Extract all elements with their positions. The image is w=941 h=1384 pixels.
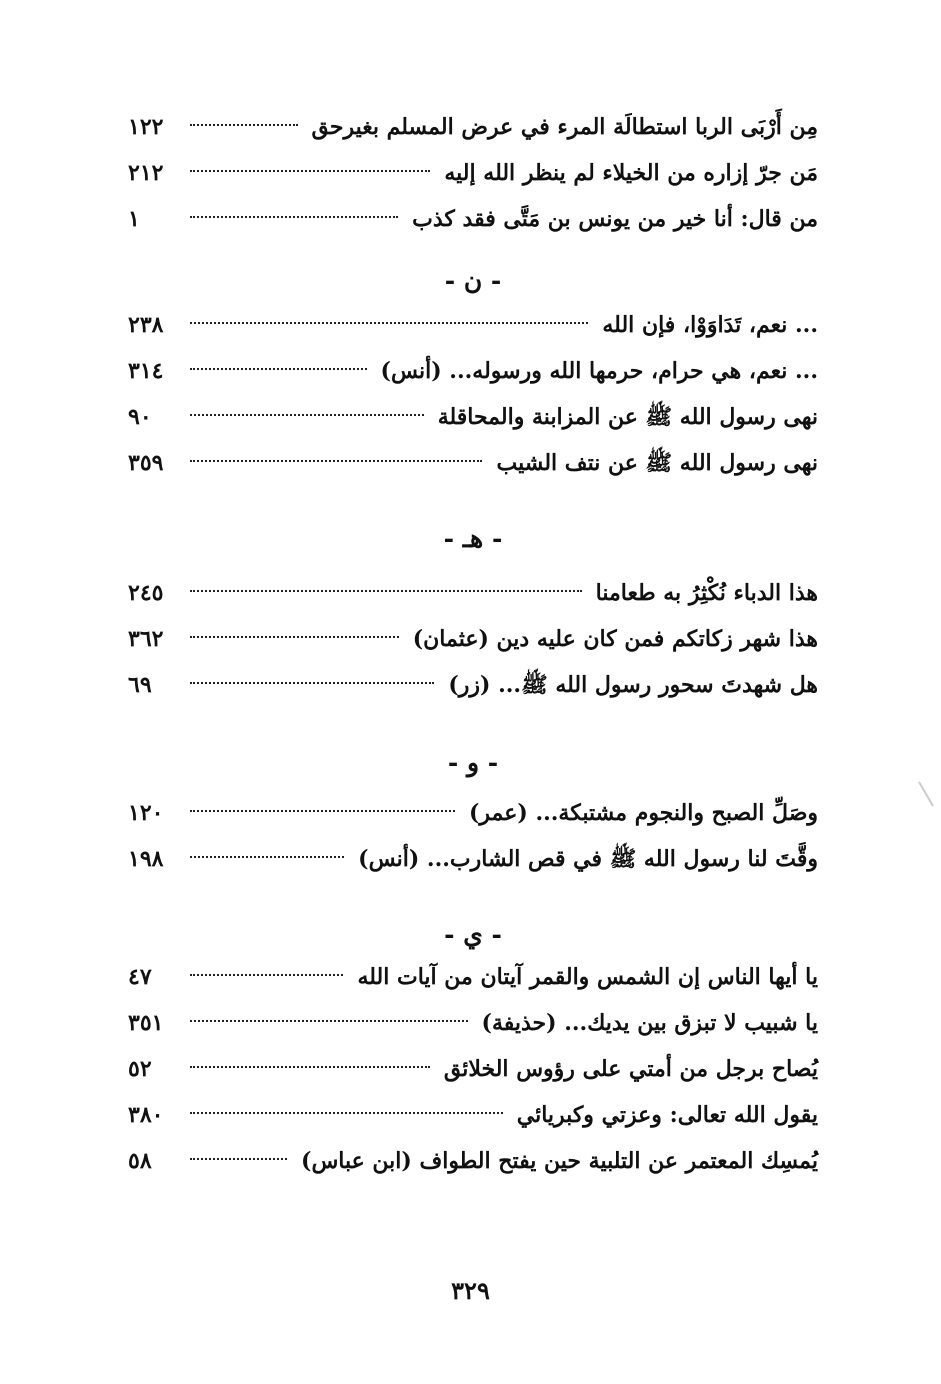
entry-text: يا أيها الناس إن الشمس والقمر آيتان من آيات الله (357, 964, 818, 990)
leader-dots (190, 414, 424, 416)
index-entry (128, 1138, 818, 1184)
leader-dots (190, 124, 298, 126)
entry-page-number: ٣٥٩ (128, 450, 164, 476)
entry-page-number: ٢٤٥ (128, 580, 164, 606)
leader-dots (190, 636, 399, 638)
scan-mark (918, 781, 934, 806)
index-entry (128, 662, 818, 708)
entry-page-number: ١ (128, 206, 140, 232)
index-entry (128, 440, 818, 486)
entry-page-number: ٣٥١ (128, 1010, 164, 1036)
index-entry (128, 616, 818, 662)
entry-page-number: ١٢٠ (128, 800, 164, 826)
index-entry (128, 196, 818, 242)
entry-page-number: ٣١٤ (128, 358, 164, 384)
leader-dots (190, 682, 434, 684)
entry-text: هذا شهر زكاتكم فمن كان عليه دين (عثمان) (412, 626, 818, 652)
index-entry (128, 790, 818, 836)
index-entry (128, 1000, 818, 1046)
leader-dots (190, 170, 430, 172)
entry-text: مِن أَرْبَى الربا استطالَة المرء في عرض المسلم بغيرحق (311, 114, 818, 140)
entry-page-number: ٥٢ (128, 1056, 152, 1082)
entry-page-number: ٩٠ (128, 404, 152, 430)
entry-text: ... نعم، تَدَاوَوْا، فإن الله (602, 312, 818, 338)
entry-page-number: ٣٦٢ (128, 626, 164, 652)
index-entry (128, 836, 818, 882)
index-entry (128, 394, 818, 440)
entry-page-number: ١٩٨ (128, 846, 164, 872)
index-entry (128, 348, 818, 394)
section-heading-ha: - هـ - (443, 524, 503, 553)
entry-page-number: ٢١٢ (128, 160, 164, 186)
entry-page-number: ٦٩ (128, 672, 152, 698)
entry-page-number: ٥٨ (128, 1148, 152, 1174)
section-heading-waw: - و - (447, 748, 499, 777)
index-entry (128, 1046, 818, 1092)
entry-text: ... نعم، هي حرام، حرمها الله ورسوله... (أنس) (380, 358, 818, 384)
leader-dots (190, 1158, 287, 1160)
section-heading-ya: - ي - (444, 920, 502, 949)
section-heading-nun: - ن - (444, 266, 502, 295)
entry-page-number: ١٢٢ (128, 114, 164, 140)
leader-dots (190, 1112, 503, 1114)
index-entry (128, 150, 818, 196)
leader-dots (190, 216, 398, 218)
entry-text: وصَلِّ الصبح والنجوم مشتبكة... (عمر) (468, 800, 818, 826)
leader-dots (190, 1020, 468, 1022)
entry-page-number: ٤٧ (128, 964, 152, 990)
entry-text: نهى رسول الله ﷺ عن المزابنة والمحاقلة (437, 404, 818, 430)
leader-dots (190, 590, 582, 592)
leader-dots (190, 460, 482, 462)
entry-text: نهى رسول الله ﷺ عن نتف الشيب (496, 450, 818, 476)
entry-text: يا شبيب لا تبزق بين يديك... (حذيفة) (481, 1010, 818, 1036)
index-entry (128, 302, 818, 348)
entry-text: يُمسِك المعتمر عن التلبية حين يفتح الطواف (ابن عباس) (301, 1148, 818, 1174)
entry-page-number: ٣٨٠ (128, 1102, 164, 1128)
entry-text: يُصاح برجل من أمتي على رؤوس الخلائق (443, 1056, 818, 1082)
index-entry (128, 570, 818, 616)
entry-text: يقول الله تعالى: وعزتي وكبريائي (516, 1102, 818, 1128)
index-entries (128, 104, 818, 1184)
leader-dots (190, 322, 588, 324)
index-entry (128, 104, 818, 150)
leader-dots (190, 810, 455, 812)
leader-dots (190, 1066, 430, 1068)
entry-page-number: ٢٣٨ (128, 312, 164, 338)
index-entry (128, 1092, 818, 1138)
entry-text: هل شهدتَ سحور رسول الله ﷺ... (زر) (448, 672, 818, 698)
page-number: ٣٢٩ (451, 1276, 490, 1305)
leader-dots (190, 856, 344, 858)
entry-text: وقَّتَ لنا رسول الله ﷺ في قص الشارب... (أنس) (358, 846, 818, 872)
leader-dots (190, 974, 343, 976)
entry-text: مَن جرّ إزاره من الخيلاء لم ينظر الله إليه (444, 160, 818, 186)
index-entry (128, 954, 818, 1000)
entry-text: من قال: أنا خير من يونس بن مَتَّى فقد كذب (412, 206, 818, 232)
leader-dots (190, 368, 367, 370)
entry-text: هذا الدباء نُكْثِرُ به طعامنا (595, 580, 818, 606)
